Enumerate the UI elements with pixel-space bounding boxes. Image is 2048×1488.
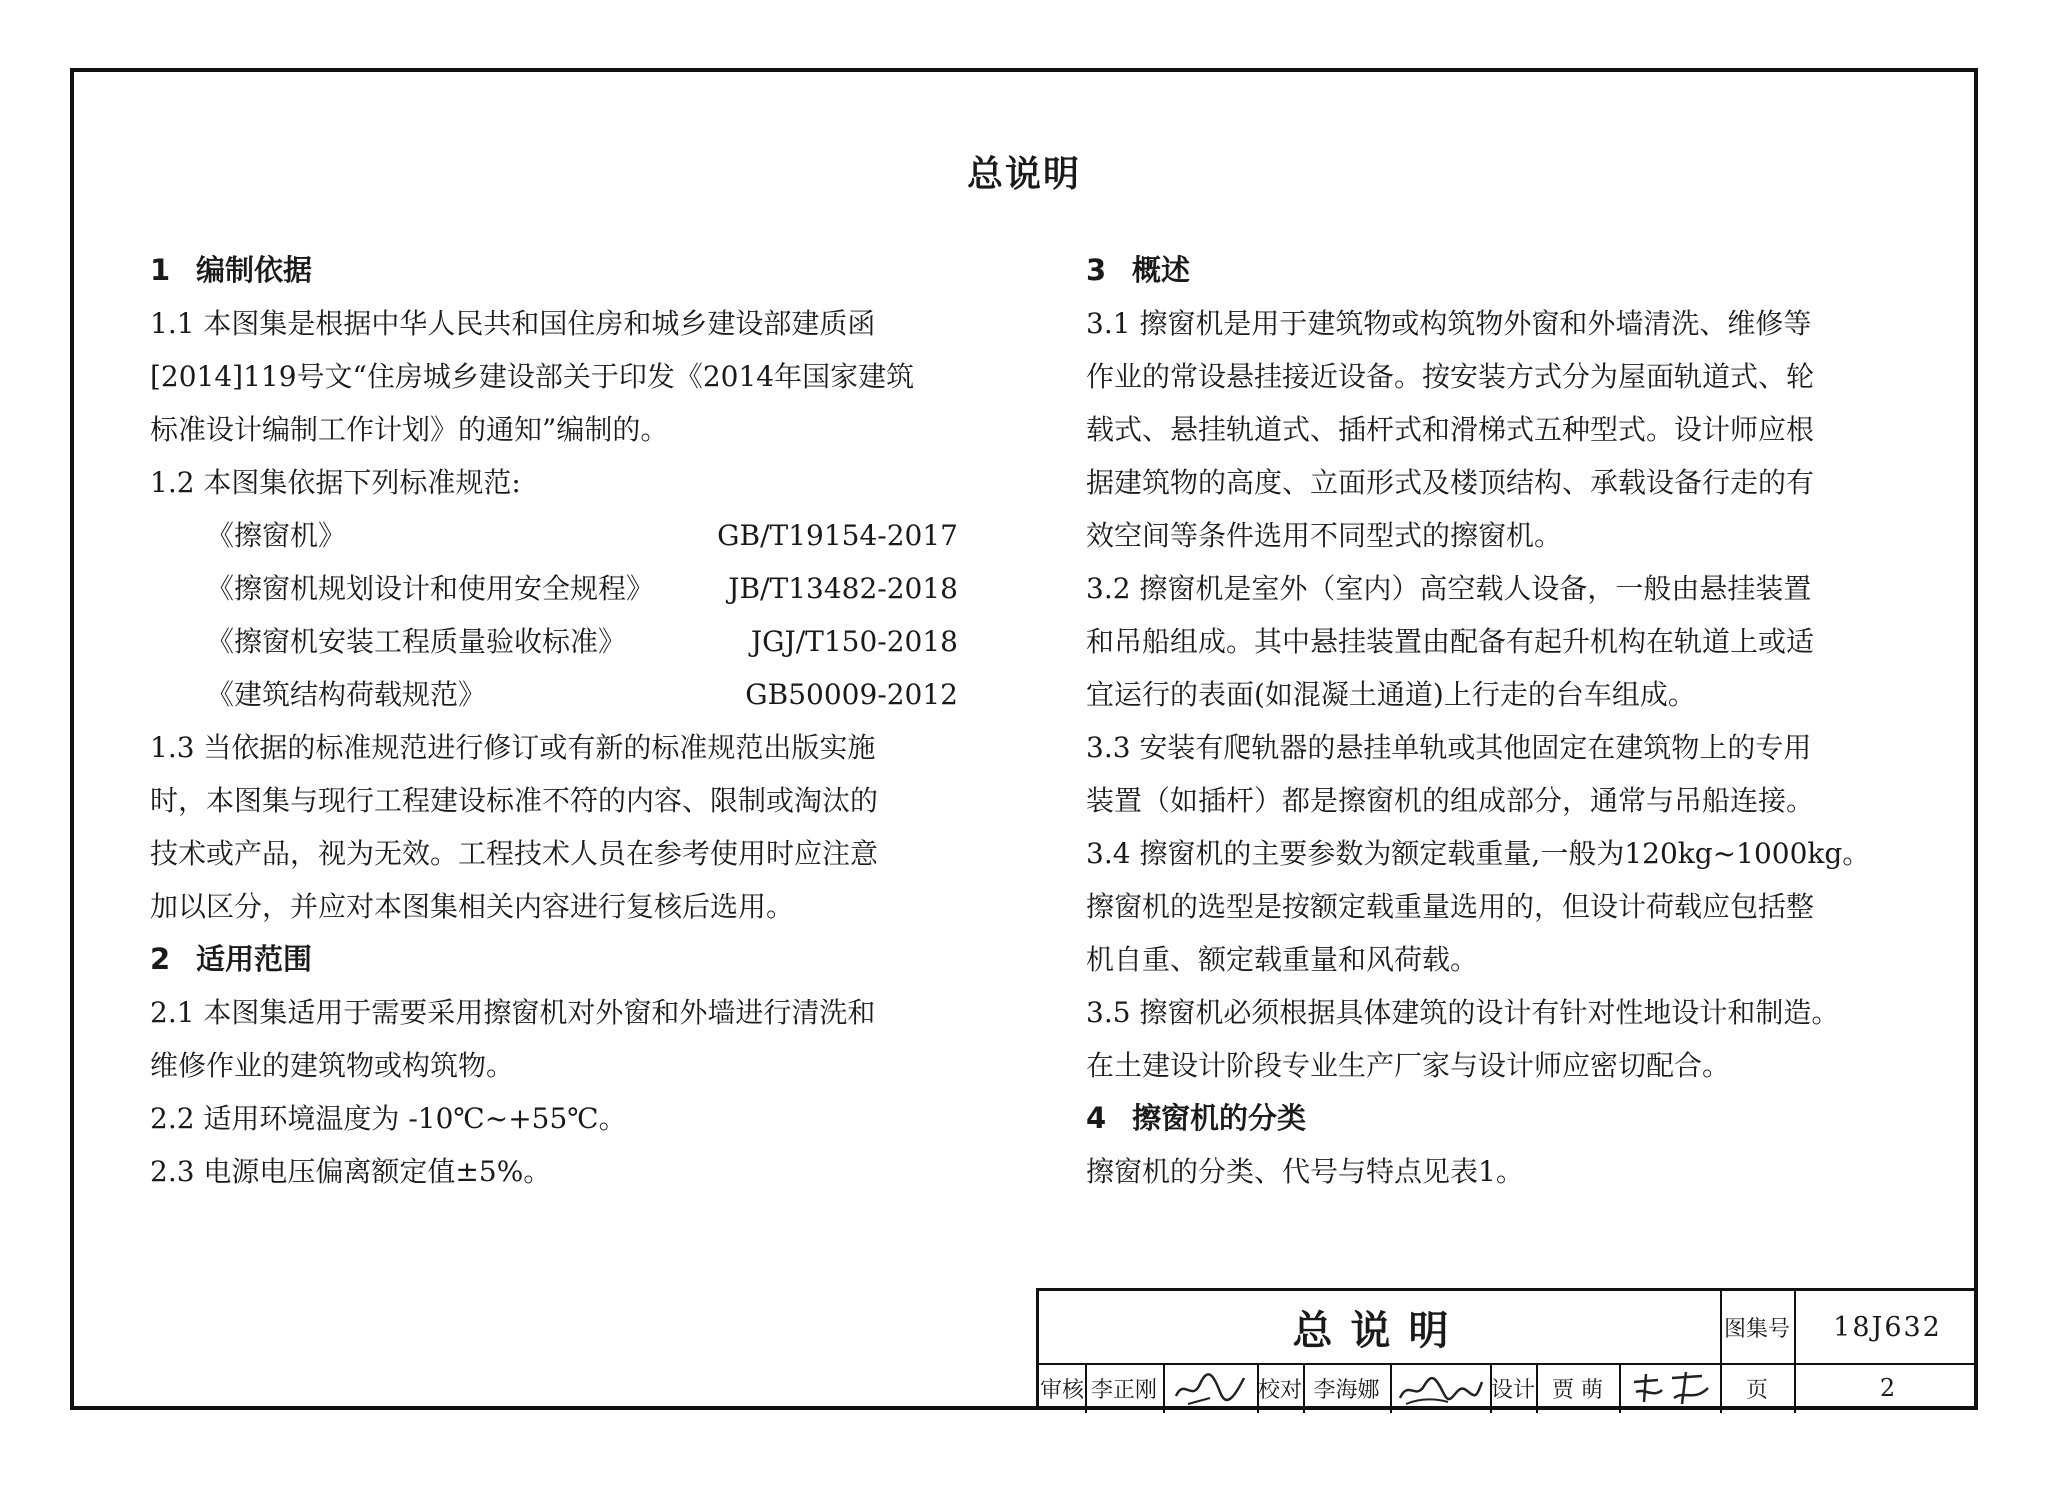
left-column [150, 244, 958, 1198]
paragraph-line: 维修作业的建筑物或构筑物。 [150, 1049, 515, 1082]
paragraph-line: 标准设计编制工作计划》的通知”编制的。 [150, 413, 669, 446]
reviewer-signature [1163, 1363, 1257, 1413]
section-heading [1086, 244, 1906, 297]
section-heading [1086, 1092, 1906, 1145]
designer-signature [1619, 1363, 1720, 1413]
check-label: 校对 [1257, 1377, 1302, 1403]
standard-name: 《擦窗机规划设计和使用安全规程》 [206, 572, 655, 605]
title-block-title: 总说明 [1292, 1307, 1467, 1354]
paragraph-line: 据建筑物的高度、立面形式及楼顶结构、承载设备行走的有 [1086, 466, 1815, 499]
paragraph-line: 1.2 本图集依据下列标准规范: [150, 466, 521, 499]
section-number: 1 [150, 253, 171, 287]
section-heading [150, 244, 958, 297]
paragraph-line: 擦窗机的分类、代号与特点见表1。 [1086, 1155, 1524, 1188]
checker-name: 李海娜 [1313, 1377, 1380, 1403]
paragraph-line: 加以区分，并应对本图集相关内容进行复核后选用。 [150, 890, 795, 923]
standard-row [150, 509, 958, 562]
section-heading [150, 933, 958, 986]
atlas-no-label: 图集号 [1723, 1316, 1790, 1342]
standard-name: 《建筑结构荷载规范》 [206, 678, 487, 711]
paragraph-line: 3.5 擦窗机必须根据具体建筑的设计有针对性地设计和制造。 [1086, 996, 1840, 1029]
paragraph-line: [2014]119号文“住房城乡建设部关于印发《2014年国家建筑 [150, 360, 915, 393]
page-number: 2 [1879, 1374, 1896, 1402]
paragraph-line: 3.1 擦窗机是用于建筑物或构筑物外窗和外墙清洗、维修等 [1086, 307, 1812, 340]
standard-name: 《擦窗机安装工程质量验收标准》 [206, 625, 627, 658]
section-title: 擦窗机的分类 [1132, 1101, 1307, 1135]
design-label: 设计 [1490, 1377, 1535, 1403]
section-number: 4 [1086, 1101, 1107, 1135]
page-title: 总说明 [966, 154, 1081, 195]
section-title: 适用范围 [196, 942, 313, 976]
paragraph-line: 和吊船组成。其中悬挂装置由配备有起升机构在轨道上或适 [1086, 625, 1815, 658]
standard-name: 《擦窗机》 [206, 519, 347, 552]
title-block [1036, 1288, 1978, 1410]
checker-signature [1390, 1363, 1490, 1413]
paragraph-line: 效空间等条件选用不同型式的擦窗机。 [1086, 519, 1563, 552]
standard-code: JB/T13482-2018 [728, 572, 958, 605]
standard-row [150, 562, 958, 615]
standard-code: GB/T19154-2017 [717, 519, 958, 552]
paragraph-line: 3.2 擦窗机是室外（室内）高空载人设备，一般由悬挂装置 [1086, 572, 1812, 605]
paragraph-line: 机自重、额定载重量和风荷载。 [1086, 943, 1479, 976]
paragraph-line: 2.3 电源电压偏离额定值±5%。 [150, 1155, 552, 1188]
atlas-no: 18J632 [1833, 1311, 1942, 1343]
paragraph-line: 作业的常设悬挂接近设备。按安装方式分为屋面轨道式、轮 [1086, 360, 1815, 393]
checker-signature-stroke [1396, 1368, 1484, 1408]
standard-code: GB50009-2012 [745, 678, 958, 711]
section-title: 编制依据 [196, 253, 313, 287]
review-label: 审核 [1039, 1377, 1084, 1403]
reviewer-name: 李正刚 [1090, 1377, 1157, 1403]
right-column [1086, 244, 1906, 1198]
paragraph-line: 载式、悬挂轨道式、插杆式和滑梯式五种型式。设计师应根 [1086, 413, 1815, 446]
paragraph-line: 2.2 适用环境温度为 -10℃~+55℃。 [150, 1102, 627, 1135]
paragraph-line: 2.1 本图集适用于需要采用擦窗机对外窗和外墙进行清洗和 [150, 996, 876, 1029]
paragraph-line: 时，本图集与现行工程建设标准不符的内容、限制或淘汰的 [150, 784, 879, 817]
paragraph-line: 技术或产品，视为无效。工程技术人员在参考使用时应注意 [150, 837, 879, 870]
paragraph-line: 1.3 当依据的标准规范进行修订或有新的标准规范出版实施 [150, 731, 876, 764]
section-title: 概述 [1132, 253, 1191, 287]
designer-name: 贾 萌 [1552, 1377, 1603, 1403]
section-number: 3 [1086, 253, 1107, 287]
paragraph-line: 在土建设计阶段专业生产厂家与设计师应密切配合。 [1086, 1049, 1731, 1082]
standard-row [150, 668, 958, 721]
paragraph-line: 3.4 擦窗机的主要参数为额定载重量,一般为120kg~1000kg。 [1086, 837, 1871, 870]
reviewer-signature-stroke [1170, 1368, 1250, 1408]
standard-code: JGJ/T150-2018 [750, 625, 958, 658]
designer-signature-stroke [1628, 1368, 1712, 1408]
paragraph-line: 1.1 本图集是根据中华人民共和国住房和城乡建设部建质函 [150, 307, 876, 340]
paragraph-line: 宜运行的表面(如混凝土通道)上行走的台车组成。 [1086, 678, 1696, 711]
standard-row [150, 615, 958, 668]
paragraph-line: 装置（如插杆）都是擦窗机的组成部分，通常与吊船连接。 [1086, 784, 1815, 817]
paragraph-line: 3.3 安装有爬轨器的悬挂单轨或其他固定在建筑物上的专用 [1086, 731, 1812, 764]
section-number: 2 [150, 942, 171, 976]
page-label: 页 [1745, 1377, 1768, 1403]
paragraph-line: 擦窗机的选型是按额定载重量选用的，但设计荷载应包括整 [1086, 890, 1815, 923]
